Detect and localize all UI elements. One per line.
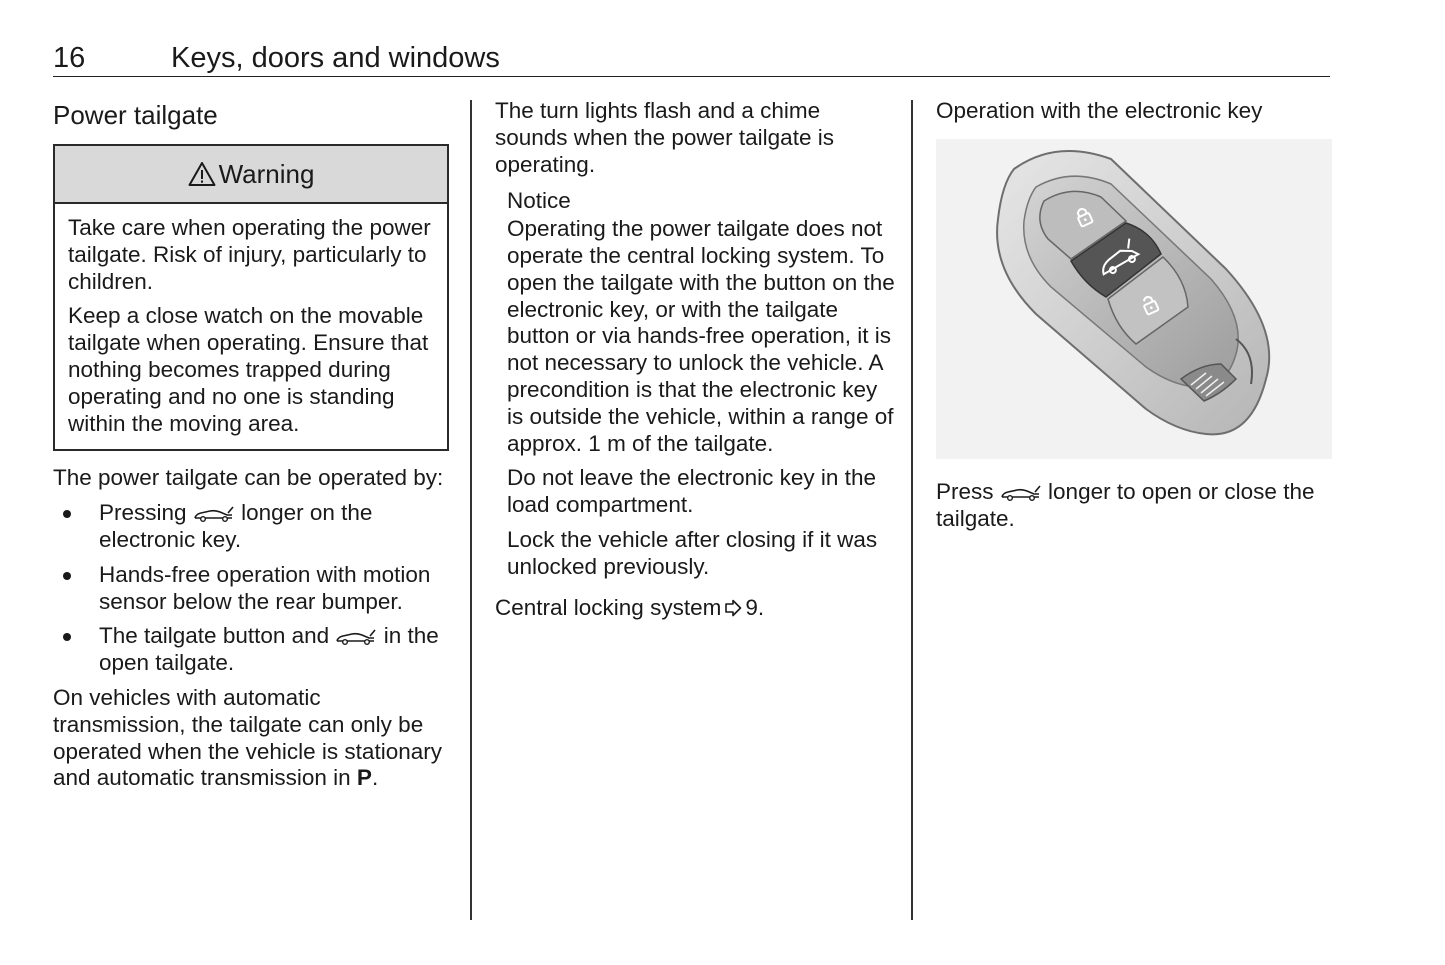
warning-title: Warning — [218, 158, 315, 189]
warning-paragraph: Take care when operating the power tailgate. Risk of injury, particularly to children. — [68, 215, 431, 294]
notice-paragraph: Operating the power tailgate does not operate the central locking system. To open the tailgate with the button on the electronic key, or with the tailgate button or via hands-free operation, it is not necessary to unlock the vehicle. A precondition is that the electronic key is outside the vehicle, within a range of approx. 1 m of the tailgate. — [507, 216, 895, 456]
list-item-text: Hands-free operation with motion sensor below the rear bumper. — [99, 561, 431, 614]
turn-lights-paragraph: The turn lights flash and a chime sounds when the power tailgate is operating. — [495, 98, 834, 177]
cross-reference-arrow-icon — [723, 599, 743, 617]
warning-triangle-icon — [188, 161, 216, 187]
list-item — [53, 623, 449, 677]
warning-body — [55, 204, 447, 449]
xref-page: 9. — [745, 594, 765, 620]
column-divider — [470, 100, 472, 920]
press-after: longer to open or close the tailgate. — [936, 478, 1315, 531]
tailgate-car-icon — [335, 628, 377, 646]
cross-reference — [495, 595, 895, 622]
section-title: Power tailgate — [53, 100, 218, 130]
bullet-icon — [63, 633, 71, 641]
bullet-icon — [63, 510, 71, 518]
list-item-text: The tailgate button and — [99, 623, 330, 649]
list-item-text: in the open tailgate. — [99, 623, 439, 676]
tailgate-car-icon — [1000, 484, 1042, 502]
list-item-text: Pressing — [99, 500, 187, 526]
automatic-transmission-note — [53, 685, 449, 792]
column-3 — [936, 98, 1332, 540]
operation-list — [53, 500, 449, 677]
operation-intro: The power tailgate can be operated by: — [53, 465, 444, 491]
subheading: Operation with the electronic key — [936, 98, 1263, 123]
column-2 — [495, 98, 895, 629]
notice-paragraph: Lock the vehicle after closing if it was unlocked previously. — [507, 526, 878, 579]
press-before: Press — [936, 478, 994, 504]
list-item — [53, 500, 449, 554]
gear-p-label: P — [356, 765, 372, 791]
press-instruction — [936, 479, 1332, 533]
warning-paragraph: Keep a close watch on the movable tailgate when operating. Ensure that nothing becomes trapped during operating and no one is standing within the moving area. — [68, 303, 429, 436]
notice-paragraph: Do not leave the electronic key in the load compartment. — [507, 465, 876, 518]
warning-header — [55, 146, 447, 204]
auto-end: . — [371, 765, 379, 791]
xref-text: Central locking system — [495, 594, 722, 620]
electronic-key-icon — [936, 139, 1332, 459]
electronic-key-illustration — [936, 139, 1332, 459]
page-title: Keys, doors and windows — [171, 42, 500, 74]
page-header — [53, 40, 1330, 77]
notice-box — [495, 188, 895, 580]
tailgate-car-icon — [193, 505, 235, 523]
notice-title: Notice — [507, 188, 571, 214]
warning-box — [53, 144, 449, 451]
bullet-icon — [63, 572, 71, 580]
column-divider — [911, 100, 913, 920]
list-item — [53, 562, 449, 616]
auto-text: On vehicles with automatic transmission, the tailgate can only be operated when the vehicle is stationary and automatic transmission in — [53, 684, 442, 791]
list-item-text: longer on the electronic key. — [99, 500, 373, 552]
page-number: 16 — [53, 42, 86, 74]
column-1 — [53, 98, 449, 800]
